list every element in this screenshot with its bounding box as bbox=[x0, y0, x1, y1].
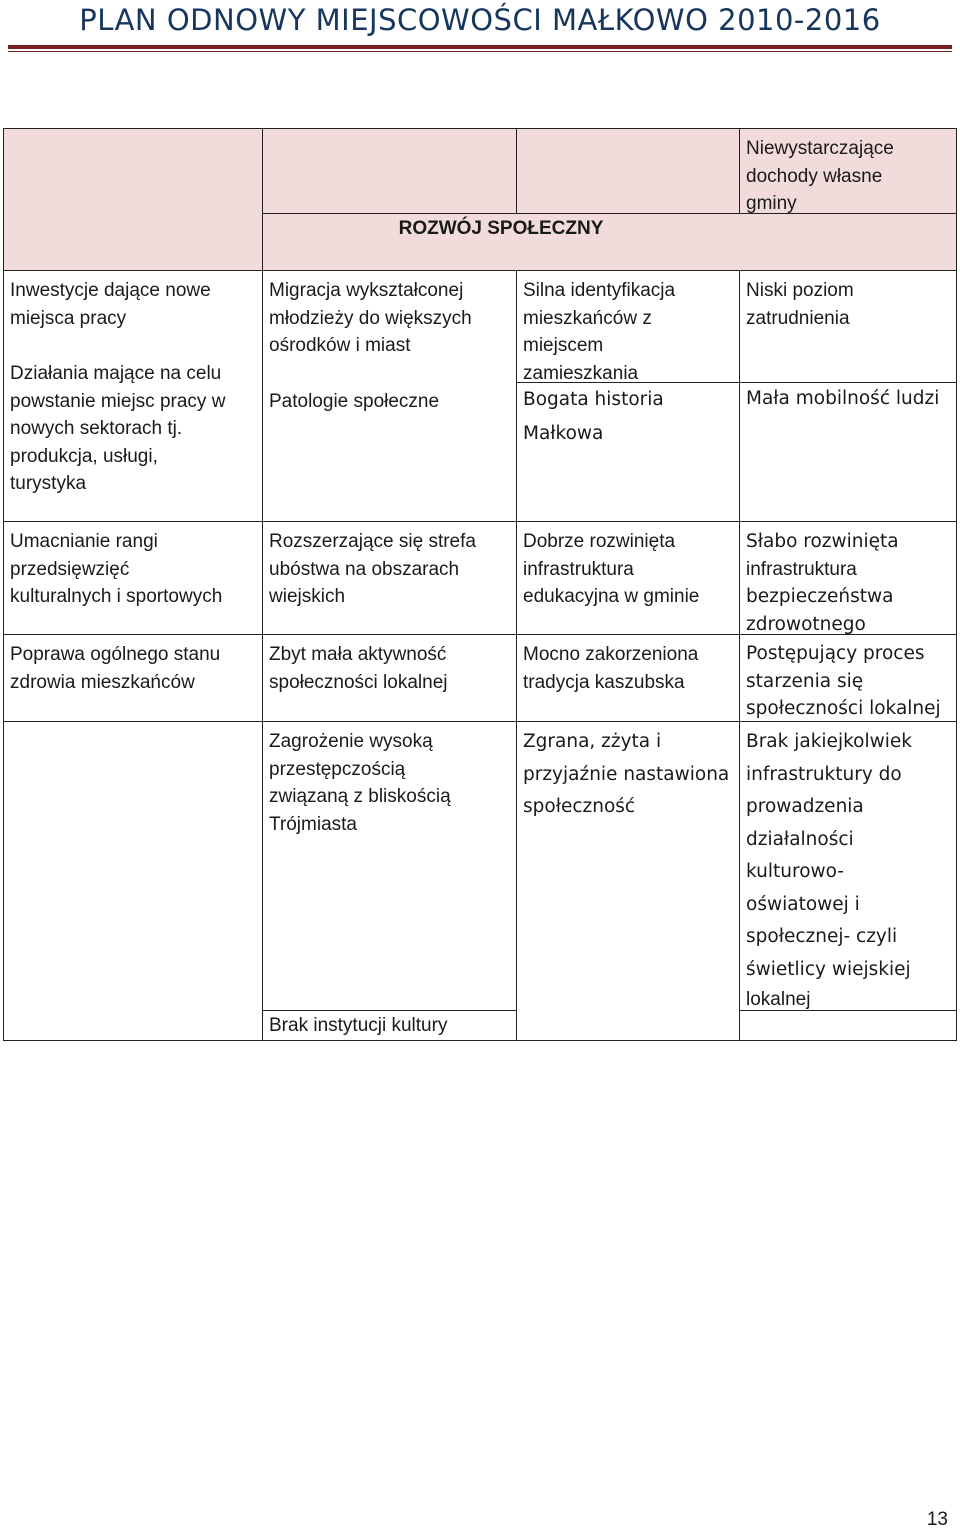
col3-cell-4: Mocno zakorzeniona tradycja kaszubska bbox=[516, 634, 740, 722]
col2-cell-4: Zagrożenie wysoką przestępczością związaną z bliskością Trójmiasta bbox=[262, 721, 517, 1011]
col4-cell-2: Mała mobilność ludzi bbox=[739, 382, 957, 522]
header-cell-col3 bbox=[516, 128, 740, 214]
col3-cell-3: Dobrze rozwinięta infrastruktura edukacyjna w gminie bbox=[516, 521, 740, 635]
col2-cell-1: Migracja wykształconej młodzieży do większych ośrodków i miast Patologie społeczne bbox=[262, 270, 517, 522]
col1-cell-3: Poprawa ogólnego stanu zdrowia mieszkańców bbox=[3, 634, 263, 722]
page-title: PLAN ODNOWY MIEJSCOWOŚCI MAŁKOWO 2010-2016 bbox=[79, 3, 881, 37]
header-cell-col4: Niewystarczające dochody własne gminy bbox=[739, 128, 957, 214]
col2-cell-2: Rozszerzające się strefa ubóstwa na obszarach wiejskich bbox=[262, 521, 517, 635]
col4-cell-5: Brak jakiejkolwiek infrastruktury do prowadzenia działalności kulturowo- oświatowej i społecznej- czyli świetlicy wiejskiej lokalnej bbox=[739, 721, 957, 1011]
col2-cell-3: Zbyt mała aktywność społeczności lokalnej bbox=[262, 634, 517, 722]
col2-cell-5: Brak instytucji kultury bbox=[262, 1010, 517, 1041]
header-cell-col2 bbox=[262, 128, 517, 214]
col4-cell-4: Postępujący proces starzenia się społeczności lokalnej bbox=[739, 634, 957, 722]
col4-cell-1: Niski poziom zatrudnienia bbox=[739, 270, 957, 383]
col1-cell-1: Inwestycje dające nowe miejsca pracy Działania mające na celu powstanie miejsc pracy w nowych sektorach tj. produkcja, usługi, turystyka bbox=[3, 270, 263, 522]
col4-cell-3: Słabo rozwinięta infrastruktura bezpieczeństwa zdrowotnego bbox=[739, 521, 957, 635]
page-number: 13 bbox=[926, 1509, 948, 1530]
col3-cell-2: Bogata historia Małkowa bbox=[516, 382, 740, 522]
col3-cell-5: Zgrana, zżyta i przyjaźnie nastawiona społeczność bbox=[516, 721, 740, 1041]
header-divider-thin bbox=[8, 51, 952, 52]
col4-cell-6 bbox=[739, 1010, 957, 1041]
col1-cell-2: Umacnianie rangi przedsięwzięć kulturalnych i sportowych bbox=[3, 521, 263, 635]
col3-cell-1: Silna identyfikacja mieszkańców z miejscem zamieszkania bbox=[516, 270, 740, 383]
header-divider-thick bbox=[8, 45, 952, 49]
col1-cell-4 bbox=[3, 721, 263, 1041]
header-cell-col1 bbox=[3, 128, 263, 271]
section-title: ROZWÓJ SPOŁECZNY bbox=[398, 218, 604, 239]
